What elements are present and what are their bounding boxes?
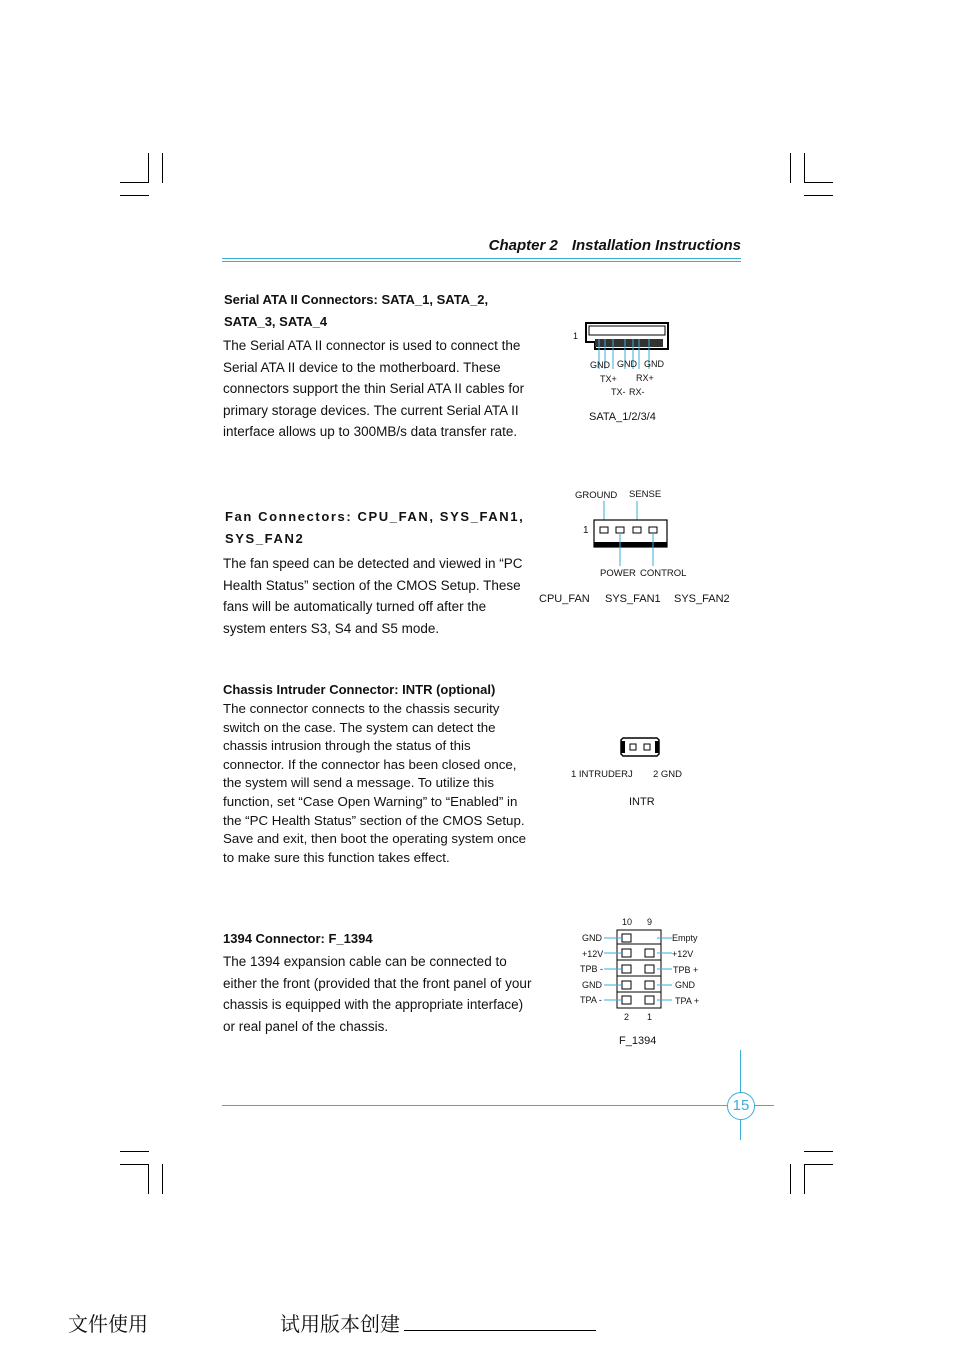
- fan-ground-label: GROUND: [575, 490, 618, 501]
- footer-left-text: 文件使用: [68, 1312, 148, 1336]
- crop-mark: [804, 153, 805, 183]
- f1394-right-label: TPB +: [673, 965, 699, 975]
- sata-gnd-label: GND: [590, 360, 610, 370]
- f1394-description: The 1394 expansion cable can be connected to either the front (provided that the front panel of your chassis is equipped with the appropriate interface) or real panel of the chassis.: [223, 954, 532, 1034]
- crop-mark: [804, 1164, 805, 1194]
- sata-tx-plus-label: TX+: [600, 374, 617, 384]
- fan-caption-cpu: CPU_FAN: [539, 593, 590, 605]
- fan-pin1-label: 1: [583, 525, 589, 536]
- intr-caption: INTR: [629, 796, 655, 808]
- f1394-pin9-label: 9: [647, 917, 653, 927]
- page-number: 15: [727, 1092, 755, 1120]
- fan-sense-label: SENSE: [629, 489, 662, 500]
- sata-section-title: Serial ATA II Connectors: SATA_1, SATA_2, SATA_3, SATA_4: [224, 292, 489, 329]
- chapter-title: Installation Instructions: [571, 237, 741, 254]
- crop-mark: [804, 195, 833, 196]
- crop-mark: [790, 1164, 791, 1194]
- footer-underline: [404, 1330, 596, 1331]
- sata-caption: SATA_1/2/3/4: [589, 411, 656, 423]
- sata-tx-minus-label: TX-: [611, 387, 626, 397]
- sata-rx-plus-label: RX+: [636, 373, 654, 383]
- fan-section-title: Fan Connectors: CPU_FAN, SYS_FAN1, SYS_FAN2: [225, 509, 525, 546]
- footer-right-text: 试用版本创建: [280, 1312, 400, 1336]
- footer-rule: [222, 1105, 774, 1106]
- fan-caption-sys2: SYS_FAN2: [674, 593, 730, 605]
- intr-description: The connector connects to the chassis security switch on the case. The system can detect the chassis intrusion through the status of this connector. If the connector has been closed once, the system will send a message. To utilize this function, set “Case Open Warning” to “Enabled” in the “PC Health Status” section of the CMOS Setup. Save and exit, then boot the operating system once to make sure this function takes effect.: [223, 701, 527, 865]
- sata-pin1-label: 1: [573, 331, 579, 341]
- sata-description: The Serial ATA II connector is used to connect the Serial ATA II device to the motherboard. These connectors support the thin Serial ATA II cables for primary storage devices. The current Serial ATA II interface allows up to 300MB/s data transfer rate.: [223, 338, 525, 440]
- sata-gnd-label: GND: [617, 359, 637, 369]
- header-rule: [222, 258, 741, 259]
- crop-mark: [120, 1151, 149, 1152]
- crop-mark: [804, 182, 833, 183]
- crop-mark: [148, 1164, 149, 1194]
- crop-mark: [162, 153, 163, 183]
- f1394-left-label: +12V: [582, 949, 604, 959]
- f1394-right-label: Empty: [672, 933, 698, 943]
- intr-connector-icon: [619, 736, 661, 758]
- crop-mark: [162, 1164, 163, 1194]
- f1394-left-label: GND: [582, 933, 602, 943]
- fan-power-label: POWER: [600, 568, 636, 579]
- f1394-right-label: TPA +: [675, 996, 700, 1006]
- fan-description: The fan speed can be detected and viewed in “PC Health Status” section of the CMOS Setup. These fans will be automatically turned off after the system enters S3, S4 and S5 mode.: [223, 556, 523, 636]
- intr-pin2-label: 2 GND: [653, 769, 683, 780]
- f1394-pin1-label: 1: [647, 1012, 653, 1022]
- f1394-section-title: 1394 Connector: F_1394: [223, 931, 373, 946]
- f1394-left-label: TPA -: [580, 995, 602, 1005]
- chapter-header: [489, 237, 741, 254]
- header-rule: [222, 261, 741, 262]
- sata-rx-minus-label: RX-: [629, 387, 645, 397]
- intr-pin1-label: 1 INTRUDERJ: [571, 769, 633, 780]
- intr-section-title: Chassis Intruder Connector: INTR (optional): [223, 682, 496, 697]
- f1394-pin2-label: 2: [624, 1012, 630, 1022]
- sata-gnd-label: GND: [644, 359, 664, 369]
- crop-mark: [120, 195, 149, 196]
- f1394-pin10-label: 10: [622, 917, 633, 927]
- f1394-left-label: GND: [582, 980, 602, 990]
- crop-mark: [120, 1164, 149, 1165]
- fan-connector-icon: [593, 501, 669, 567]
- fan-caption-sys1: SYS_FAN1: [605, 593, 661, 605]
- f1394-right-label: GND: [675, 980, 695, 990]
- fan-control-label: CONTROL: [640, 568, 687, 579]
- chapter-number: Chapter 2: [488, 237, 558, 254]
- crop-mark: [790, 153, 791, 183]
- crop-mark: [804, 1151, 833, 1152]
- crop-mark: [148, 153, 149, 183]
- crop-mark: [120, 182, 149, 183]
- f1394-left-label: TPB -: [580, 964, 604, 974]
- f1394-caption: F_1394: [619, 1035, 657, 1047]
- f1394-right-label: +12V: [672, 949, 694, 959]
- crop-mark: [804, 1164, 833, 1165]
